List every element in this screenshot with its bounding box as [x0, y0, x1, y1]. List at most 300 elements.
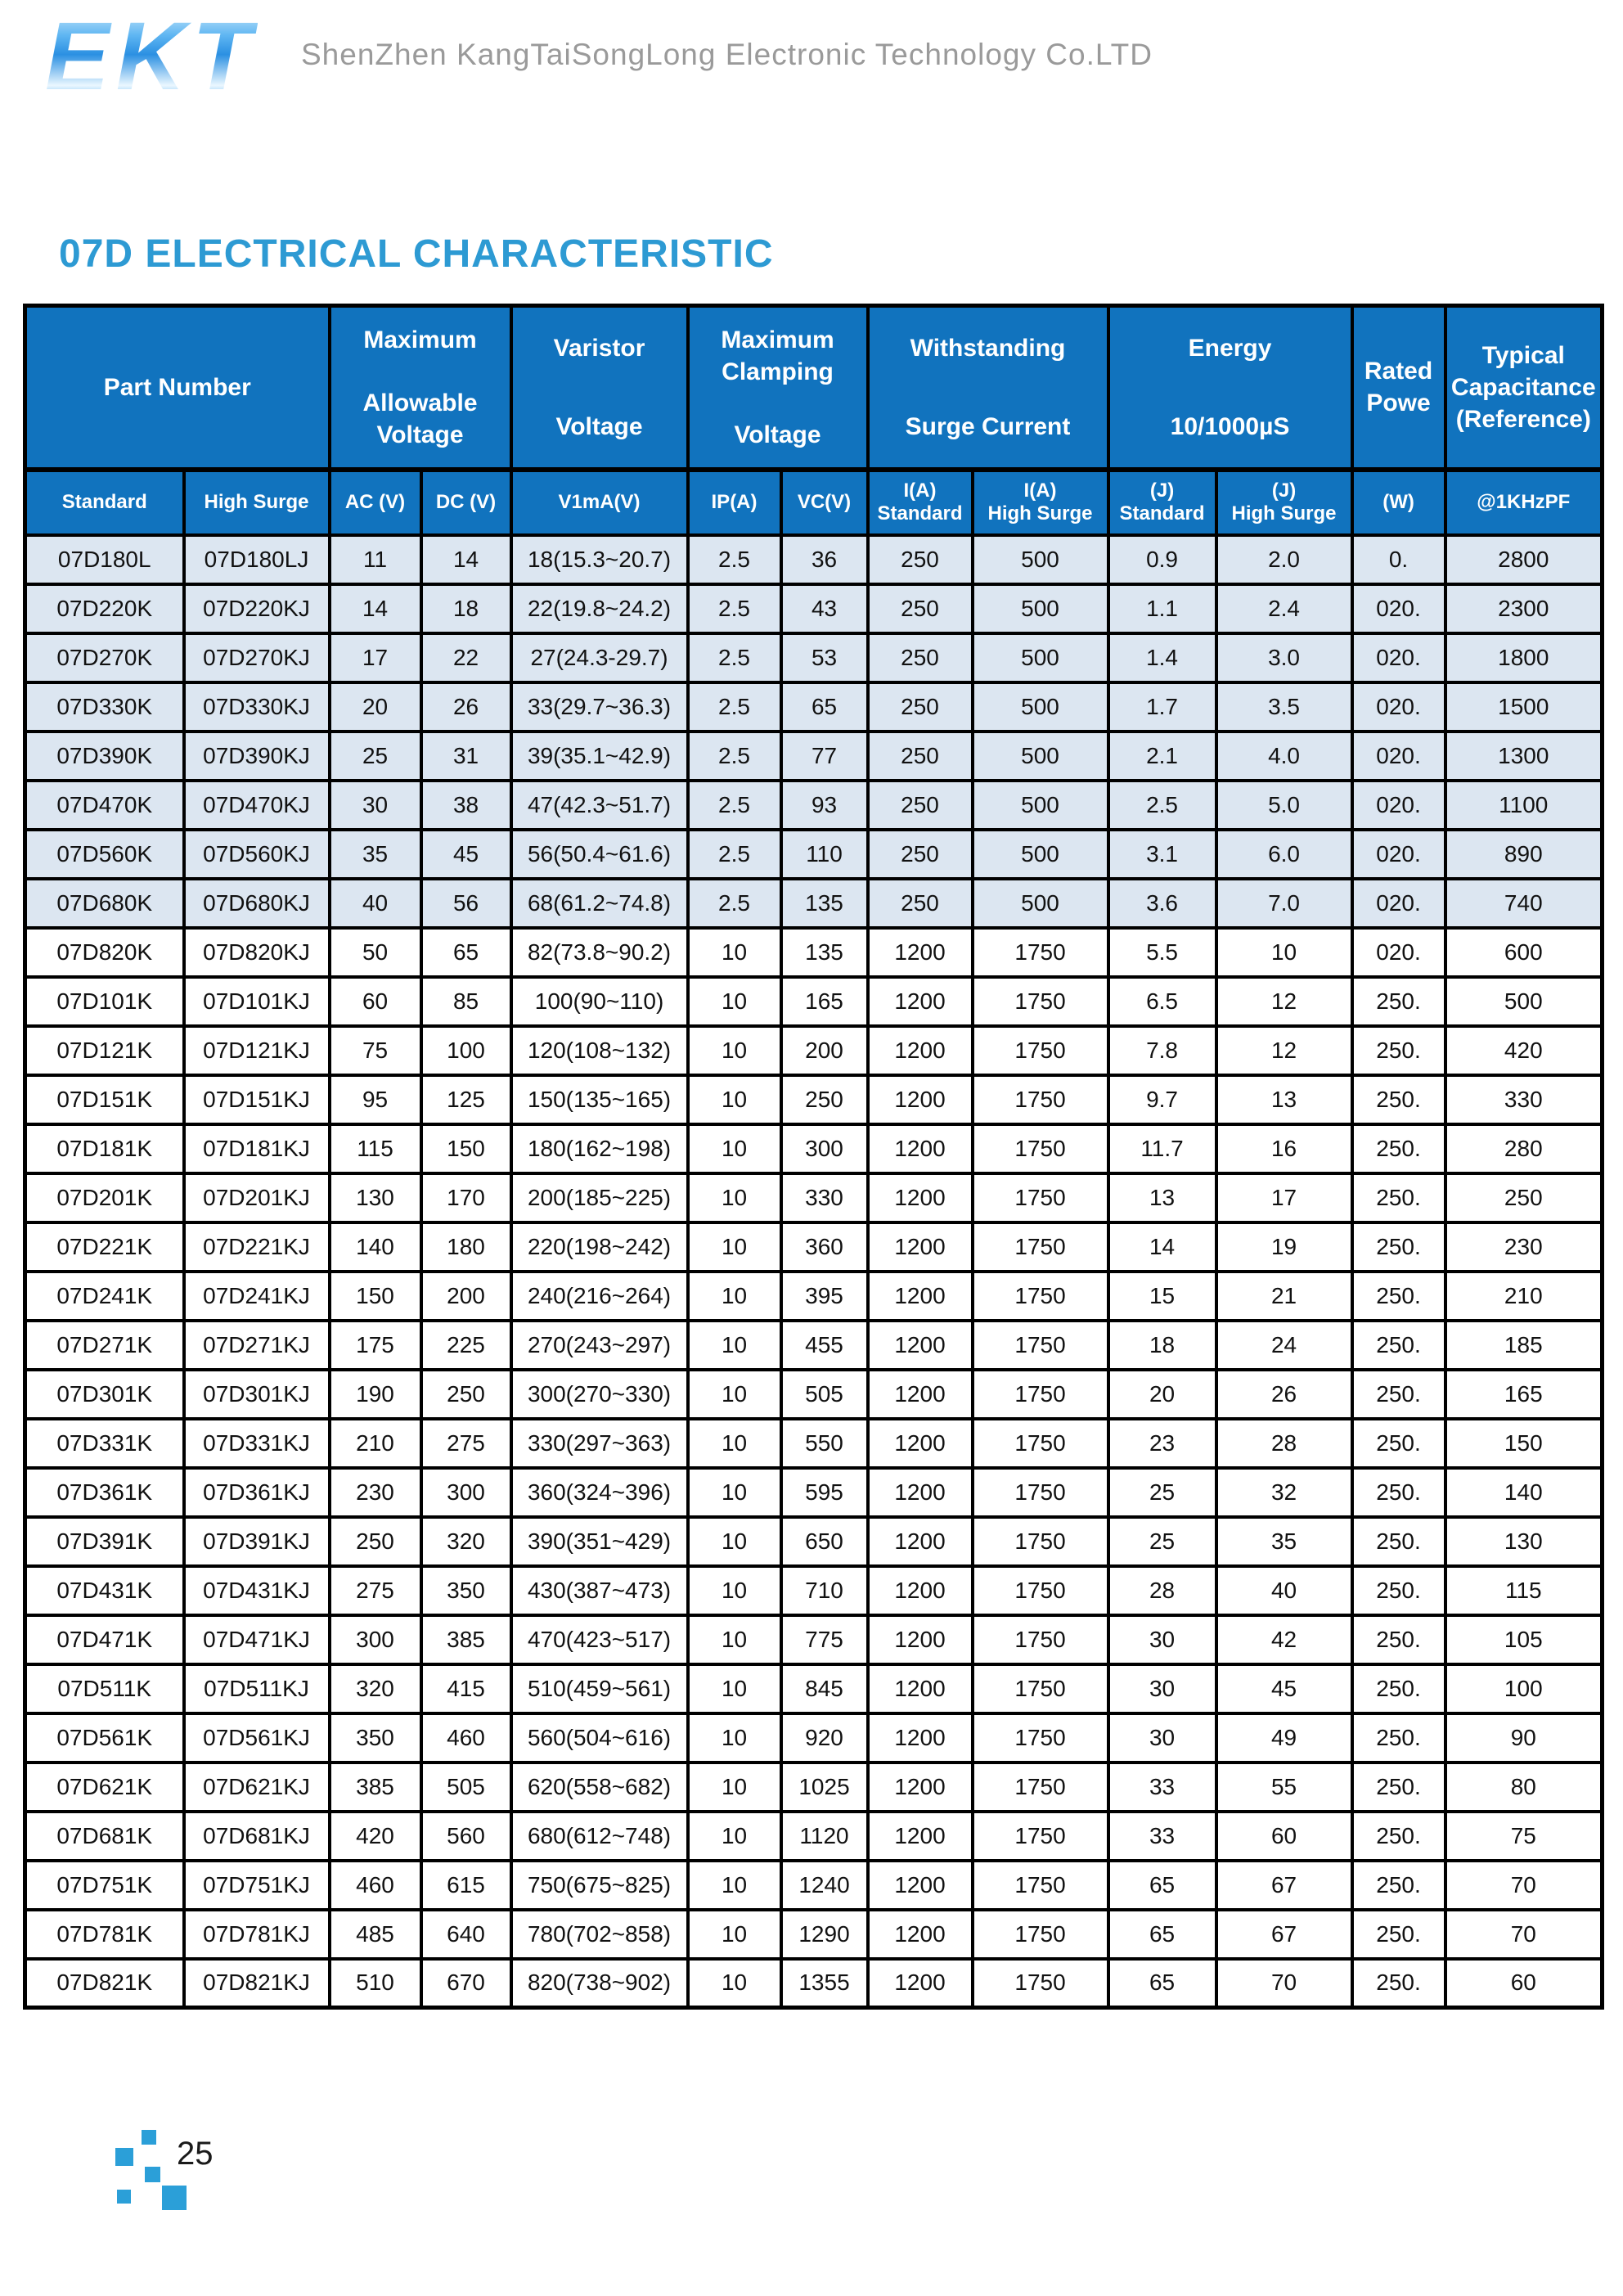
cell-ia-standard: 1200: [868, 1173, 973, 1222]
cell-j-high-surge: 42: [1216, 1615, 1352, 1664]
cell-v1ma-v: 56(50.4~61.6): [511, 830, 688, 879]
cell-w: 020.: [1352, 781, 1445, 830]
table-row-07D390K: [25, 732, 1603, 781]
column-header-ia-high-surge: I(A) High Surge: [973, 470, 1108, 535]
cell-vc-v: 77: [781, 732, 868, 781]
cell-ia-high-surge: 1750: [973, 1910, 1108, 1959]
cell-vc-v: 110: [781, 830, 868, 879]
cell-dc-v: 125: [421, 1075, 511, 1124]
cell-vc-v: 53: [781, 633, 868, 682]
cell-j-standard: 6.5: [1108, 977, 1216, 1026]
cell-vc-v: 1355: [781, 1959, 868, 2008]
cell-ac-v: 190: [330, 1370, 421, 1419]
cell-j-high-surge: 26: [1216, 1370, 1352, 1419]
cell-ia-standard: 250: [868, 781, 973, 830]
cell-capacitance: 60: [1445, 1959, 1603, 2008]
cell-ia-high-surge: 1750: [973, 1419, 1108, 1468]
cell-j-high-surge: 67: [1216, 1861, 1352, 1910]
column-header-ac-v: AC (V): [330, 470, 421, 535]
cell-ac-v: 420: [330, 1812, 421, 1861]
cell-ia-standard: 1200: [868, 1124, 973, 1173]
cell-high-surge: 07D821KJ: [184, 1959, 330, 2008]
cell-ip-a: 10: [688, 1812, 781, 1861]
table-row-07D561K: [25, 1713, 1603, 1763]
cell-ac-v: 20: [330, 682, 421, 732]
cell-vc-v: 330: [781, 1173, 868, 1222]
cell-capacitance: 75: [1445, 1812, 1603, 1861]
cell-j-high-surge: 32: [1216, 1468, 1352, 1517]
cell-ac-v: 60: [330, 977, 421, 1026]
cell-ia-high-surge: 1750: [973, 1468, 1108, 1517]
cell-dc-v: 275: [421, 1419, 511, 1468]
cell-vc-v: 395: [781, 1272, 868, 1321]
cell-dc-v: 31: [421, 732, 511, 781]
cell-j-standard: 1.1: [1108, 584, 1216, 633]
cell-v1ma-v: 390(351~429): [511, 1517, 688, 1566]
cell-w: 250.: [1352, 1910, 1445, 1959]
cell-v1ma-v: 240(216~264): [511, 1272, 688, 1321]
cell-v1ma-v: 120(108~132): [511, 1026, 688, 1075]
cell-dc-v: 200: [421, 1272, 511, 1321]
cell-j-high-surge: 12: [1216, 1026, 1352, 1075]
cell-ia-standard: 1200: [868, 1370, 973, 1419]
cell-j-high-surge: 40: [1216, 1566, 1352, 1615]
cell-j-high-surge: 49: [1216, 1713, 1352, 1763]
cell-j-high-surge: 28: [1216, 1419, 1352, 1468]
table-row-07D361K: [25, 1468, 1603, 1517]
cell-w: 250.: [1352, 1272, 1445, 1321]
column-header-j-high-surge: (J) High Surge: [1216, 470, 1352, 535]
cell-ac-v: 130: [330, 1173, 421, 1222]
cell-ac-v: 275: [330, 1566, 421, 1615]
cell-standard: 07D301K: [25, 1370, 184, 1419]
electrical-characteristics-table: [23, 304, 1604, 2010]
cell-capacitance: 185: [1445, 1321, 1603, 1370]
cell-capacitance: 2800: [1445, 535, 1603, 584]
cell-capacitance: 115: [1445, 1566, 1603, 1615]
cell-high-surge: 07D751KJ: [184, 1861, 330, 1910]
cell-ac-v: 510: [330, 1959, 421, 2008]
cell-ia-high-surge: 1750: [973, 977, 1108, 1026]
cell-standard: 07D101K: [25, 977, 184, 1026]
cell-v1ma-v: 430(387~473): [511, 1566, 688, 1615]
cell-dc-v: 225: [421, 1321, 511, 1370]
cell-ac-v: 95: [330, 1075, 421, 1124]
cell-standard: 07D561K: [25, 1713, 184, 1763]
cell-j-standard: 1.4: [1108, 633, 1216, 682]
table-row-07D181K: [25, 1124, 1603, 1173]
cell-w: 250.: [1352, 1763, 1445, 1812]
cell-ia-high-surge: 1750: [973, 928, 1108, 977]
cell-w: 250.: [1352, 1173, 1445, 1222]
cell-dc-v: 45: [421, 830, 511, 879]
cell-capacitance: 165: [1445, 1370, 1603, 1419]
cell-standard: 07D270K: [25, 633, 184, 682]
cell-v1ma-v: 270(243~297): [511, 1321, 688, 1370]
footer-square: [145, 2167, 160, 2182]
cell-j-high-surge: 7.0: [1216, 879, 1352, 928]
cell-capacitance: 150: [1445, 1419, 1603, 1468]
cell-ip-a: 2.5: [688, 732, 781, 781]
cell-dc-v: 100: [421, 1026, 511, 1075]
table-row-07D221K: [25, 1222, 1603, 1272]
column-group-varistor-voltage: Varistor Voltage: [511, 306, 688, 470]
table-row-07D560K: [25, 830, 1603, 879]
cell-j-high-surge: 60: [1216, 1812, 1352, 1861]
cell-v1ma-v: 22(19.8~24.2): [511, 584, 688, 633]
cell-ia-standard: 1200: [868, 1222, 973, 1272]
cell-ia-standard: 1200: [868, 1517, 973, 1566]
cell-j-standard: 25: [1108, 1517, 1216, 1566]
cell-high-surge: 07D331KJ: [184, 1419, 330, 1468]
table-row-07D241K: [25, 1272, 1603, 1321]
cell-dc-v: 505: [421, 1763, 511, 1812]
cell-ia-high-surge: 500: [973, 633, 1108, 682]
cell-high-surge: 07D561KJ: [184, 1713, 330, 1763]
table-row-07D301K: [25, 1370, 1603, 1419]
cell-vc-v: 65: [781, 682, 868, 732]
cell-high-surge: 07D781KJ: [184, 1910, 330, 1959]
cell-standard: 07D180L: [25, 535, 184, 584]
cell-j-high-surge: 12: [1216, 977, 1352, 1026]
cell-ip-a: 10: [688, 1075, 781, 1124]
cell-dc-v: 415: [421, 1664, 511, 1713]
cell-j-standard: 65: [1108, 1959, 1216, 2008]
cell-ia-high-surge: 1750: [973, 1026, 1108, 1075]
cell-v1ma-v: 620(558~682): [511, 1763, 688, 1812]
cell-j-standard: 65: [1108, 1861, 1216, 1910]
cell-dc-v: 250: [421, 1370, 511, 1419]
cell-ia-standard: 250: [868, 535, 973, 584]
cell-ia-high-surge: 1750: [973, 1959, 1108, 2008]
cell-ia-standard: 1200: [868, 1468, 973, 1517]
column-header-dc-v: DC (V): [421, 470, 511, 535]
table-row-07D151K: [25, 1075, 1603, 1124]
cell-ia-high-surge: 1750: [973, 1272, 1108, 1321]
cell-capacitance: 420: [1445, 1026, 1603, 1075]
cell-capacitance: 250: [1445, 1173, 1603, 1222]
cell-capacitance: 1800: [1445, 633, 1603, 682]
cell-ip-a: 2.5: [688, 633, 781, 682]
cell-ia-high-surge: 1750: [973, 1763, 1108, 1812]
cell-w: 250.: [1352, 1026, 1445, 1075]
cell-standard: 07D220K: [25, 584, 184, 633]
cell-capacitance: 600: [1445, 928, 1603, 977]
cell-capacitance: 100: [1445, 1664, 1603, 1713]
cell-high-surge: 07D180LJ: [184, 535, 330, 584]
cell-ip-a: 10: [688, 1959, 781, 2008]
cell-dc-v: 38: [421, 781, 511, 830]
cell-standard: 07D781K: [25, 1910, 184, 1959]
cell-high-surge: 07D681KJ: [184, 1812, 330, 1861]
cell-ac-v: 175: [330, 1321, 421, 1370]
cell-vc-v: 200: [781, 1026, 868, 1075]
table-row-07D751K: [25, 1861, 1603, 1910]
cell-ip-a: 10: [688, 977, 781, 1026]
cell-ac-v: 485: [330, 1910, 421, 1959]
cell-j-standard: 3.1: [1108, 830, 1216, 879]
cell-ia-high-surge: 1750: [973, 1173, 1108, 1222]
cell-j-high-surge: 16: [1216, 1124, 1352, 1173]
cell-capacitance: 330: [1445, 1075, 1603, 1124]
cell-vc-v: 165: [781, 977, 868, 1026]
table-row-07D470K: [25, 781, 1603, 830]
cell-ip-a: 10: [688, 1664, 781, 1713]
cell-ac-v: 50: [330, 928, 421, 977]
column-header-vc-v: VC(V): [781, 470, 868, 535]
cell-dc-v: 150: [421, 1124, 511, 1173]
cell-j-high-surge: 24: [1216, 1321, 1352, 1370]
cell-standard: 07D181K: [25, 1124, 184, 1173]
table-row-07D220K: [25, 584, 1603, 633]
cell-ia-high-surge: 1750: [973, 1812, 1108, 1861]
cell-high-surge: 07D560KJ: [184, 830, 330, 879]
cell-dc-v: 170: [421, 1173, 511, 1222]
cell-w: 250.: [1352, 1419, 1445, 1468]
cell-high-surge: 07D511KJ: [184, 1664, 330, 1713]
cell-standard: 07D271K: [25, 1321, 184, 1370]
cell-j-standard: 2.1: [1108, 732, 1216, 781]
cell-w: 020.: [1352, 682, 1445, 732]
cell-w: 250.: [1352, 1861, 1445, 1910]
column-header-ip-a: IP(A): [688, 470, 781, 535]
column-group-typical-capacitance: Typical Capacitance (Reference): [1445, 306, 1603, 470]
cell-w: 250.: [1352, 1812, 1445, 1861]
cell-ia-high-surge: 1750: [973, 1321, 1108, 1370]
cell-w: 250.: [1352, 1468, 1445, 1517]
cell-ia-high-surge: 1750: [973, 1861, 1108, 1910]
cell-high-surge: 07D271KJ: [184, 1321, 330, 1370]
cell-ia-standard: 1200: [868, 1910, 973, 1959]
cell-ia-standard: 1200: [868, 1026, 973, 1075]
table-header-subcolumns: [25, 470, 1603, 535]
cell-ac-v: 40: [330, 879, 421, 928]
cell-high-surge: 07D820KJ: [184, 928, 330, 977]
cell-w: 020.: [1352, 633, 1445, 682]
cell-ac-v: 115: [330, 1124, 421, 1173]
cell-ia-high-surge: 1750: [973, 1075, 1108, 1124]
table-row-07D101K: [25, 977, 1603, 1026]
cell-high-surge: 07D270KJ: [184, 633, 330, 682]
cell-dc-v: 180: [421, 1222, 511, 1272]
cell-ia-high-surge: 1750: [973, 1566, 1108, 1615]
cell-vc-v: 1290: [781, 1910, 868, 1959]
cell-ac-v: 25: [330, 732, 421, 781]
table-row-07D331K: [25, 1419, 1603, 1468]
cell-vc-v: 775: [781, 1615, 868, 1664]
cell-ia-high-surge: 500: [973, 682, 1108, 732]
cell-ip-a: 10: [688, 1910, 781, 1959]
cell-j-standard: 5.5: [1108, 928, 1216, 977]
cell-high-surge: 07D220KJ: [184, 584, 330, 633]
cell-dc-v: 640: [421, 1910, 511, 1959]
cell-ac-v: 30: [330, 781, 421, 830]
cell-high-surge: 07D390KJ: [184, 732, 330, 781]
cell-j-standard: 7.8: [1108, 1026, 1216, 1075]
column-header-standard: Standard: [25, 470, 184, 535]
cell-ia-high-surge: 1750: [973, 1713, 1108, 1763]
cell-ac-v: 350: [330, 1713, 421, 1763]
cell-j-high-surge: 45: [1216, 1664, 1352, 1713]
cell-ia-standard: 1200: [868, 1075, 973, 1124]
cell-v1ma-v: 300(270~330): [511, 1370, 688, 1419]
cell-vc-v: 300: [781, 1124, 868, 1173]
cell-capacitance: 740: [1445, 879, 1603, 928]
cell-v1ma-v: 27(24.3-29.7): [511, 633, 688, 682]
cell-v1ma-v: 33(29.7~36.3): [511, 682, 688, 732]
cell-ia-standard: 250: [868, 879, 973, 928]
cell-w: 250.: [1352, 1959, 1445, 2008]
cell-vc-v: 43: [781, 584, 868, 633]
cell-vc-v: 1120: [781, 1812, 868, 1861]
column-header-high-surge: High Surge: [184, 470, 330, 535]
cell-ip-a: 10: [688, 1321, 781, 1370]
cell-ia-high-surge: 1750: [973, 1124, 1108, 1173]
table-body: [25, 535, 1603, 2008]
cell-capacitance: 500: [1445, 977, 1603, 1026]
table-row-07D201K: [25, 1173, 1603, 1222]
cell-v1ma-v: 200(185~225): [511, 1173, 688, 1222]
table-row-07D330K: [25, 682, 1603, 732]
cell-standard: 07D681K: [25, 1812, 184, 1861]
cell-ia-standard: 1200: [868, 928, 973, 977]
cell-capacitance: 70: [1445, 1861, 1603, 1910]
cell-ia-high-surge: 1750: [973, 1222, 1108, 1272]
cell-w: 250.: [1352, 1222, 1445, 1272]
cell-ac-v: 385: [330, 1763, 421, 1812]
cell-w: 250.: [1352, 1713, 1445, 1763]
cell-w: 250.: [1352, 1370, 1445, 1419]
cell-high-surge: 07D680KJ: [184, 879, 330, 928]
cell-ia-high-surge: 500: [973, 781, 1108, 830]
cell-dc-v: 670: [421, 1959, 511, 2008]
cell-j-standard: 25: [1108, 1468, 1216, 1517]
cell-w: 020.: [1352, 732, 1445, 781]
cell-v1ma-v: 39(35.1~42.9): [511, 732, 688, 781]
cell-ia-standard: 1200: [868, 1321, 973, 1370]
cell-ip-a: 2.5: [688, 682, 781, 732]
cell-ia-standard: 1200: [868, 1615, 973, 1664]
cell-capacitance: 230: [1445, 1222, 1603, 1272]
cell-ia-high-surge: 500: [973, 830, 1108, 879]
cell-high-surge: 07D121KJ: [184, 1026, 330, 1075]
cell-v1ma-v: 680(612~748): [511, 1812, 688, 1861]
page-number: 25: [177, 2136, 214, 2172]
cell-vc-v: 250: [781, 1075, 868, 1124]
cell-dc-v: 560: [421, 1812, 511, 1861]
cell-capacitance: 80: [1445, 1763, 1603, 1812]
cell-j-high-surge: 67: [1216, 1910, 1352, 1959]
cell-j-standard: 23: [1108, 1419, 1216, 1468]
cell-ia-standard: 1200: [868, 977, 973, 1026]
cell-j-standard: 15: [1108, 1272, 1216, 1321]
cell-ia-high-surge: 1750: [973, 1370, 1108, 1419]
cell-v1ma-v: 820(738~902): [511, 1959, 688, 2008]
table-row-07D821K: [25, 1959, 1603, 2008]
cell-standard: 07D470K: [25, 781, 184, 830]
cell-ip-a: 10: [688, 1713, 781, 1763]
cell-standard: 07D621K: [25, 1763, 184, 1812]
table-row-07D781K: [25, 1910, 1603, 1959]
cell-v1ma-v: 82(73.8~90.2): [511, 928, 688, 977]
cell-ip-a: 2.5: [688, 535, 781, 584]
cell-dc-v: 460: [421, 1713, 511, 1763]
cell-ac-v: 140: [330, 1222, 421, 1272]
cell-j-high-surge: 19: [1216, 1222, 1352, 1272]
cell-standard: 07D330K: [25, 682, 184, 732]
cell-ip-a: 10: [688, 1222, 781, 1272]
cell-high-surge: 07D151KJ: [184, 1075, 330, 1124]
cell-j-high-surge: 13: [1216, 1075, 1352, 1124]
cell-ip-a: 2.5: [688, 830, 781, 879]
cell-ia-high-surge: 1750: [973, 1517, 1108, 1566]
cell-standard: 07D121K: [25, 1026, 184, 1075]
cell-v1ma-v: 330(297~363): [511, 1419, 688, 1468]
cell-capacitance: 280: [1445, 1124, 1603, 1173]
column-header-w: (W): [1352, 470, 1445, 535]
cell-j-standard: 65: [1108, 1910, 1216, 1959]
cell-ia-standard: 250: [868, 682, 973, 732]
footer-square: [142, 2130, 156, 2145]
cell-w: 250.: [1352, 1517, 1445, 1566]
footer-square: [115, 2148, 133, 2166]
cell-ia-high-surge: 500: [973, 879, 1108, 928]
cell-ac-v: 150: [330, 1272, 421, 1321]
table-row-07D270K: [25, 633, 1603, 682]
cell-w: 020.: [1352, 830, 1445, 879]
cell-high-surge: 07D391KJ: [184, 1517, 330, 1566]
cell-high-surge: 07D330KJ: [184, 682, 330, 732]
cell-standard: 07D560K: [25, 830, 184, 879]
ekt-logo: EKT: [45, 2, 258, 110]
cell-j-standard: 0.9: [1108, 535, 1216, 584]
cell-j-high-surge: 3.0: [1216, 633, 1352, 682]
cell-vc-v: 1025: [781, 1763, 868, 1812]
cell-ia-high-surge: 500: [973, 535, 1108, 584]
cell-j-high-surge: 6.0: [1216, 830, 1352, 879]
cell-high-surge: 07D201KJ: [184, 1173, 330, 1222]
cell-j-standard: 11.7: [1108, 1124, 1216, 1173]
cell-j-standard: 9.7: [1108, 1075, 1216, 1124]
cell-dc-v: 18: [421, 584, 511, 633]
cell-capacitance: 70: [1445, 1910, 1603, 1959]
table-row-07D681K: [25, 1812, 1603, 1861]
cell-standard: 07D431K: [25, 1566, 184, 1615]
cell-capacitance: 90: [1445, 1713, 1603, 1763]
cell-high-surge: 07D181KJ: [184, 1124, 330, 1173]
cell-w: 250.: [1352, 1075, 1445, 1124]
cell-w: 0.: [1352, 535, 1445, 584]
cell-standard: 07D331K: [25, 1419, 184, 1468]
cell-j-standard: 30: [1108, 1713, 1216, 1763]
cell-v1ma-v: 560(504~616): [511, 1713, 688, 1763]
footer-square: [117, 2190, 131, 2204]
cell-ip-a: 10: [688, 1370, 781, 1419]
cell-j-high-surge: 35: [1216, 1517, 1352, 1566]
cell-dc-v: 65: [421, 928, 511, 977]
column-group-rated-power: Rated Powe: [1352, 306, 1445, 470]
cell-standard: 07D680K: [25, 879, 184, 928]
cell-ip-a: 10: [688, 928, 781, 977]
cell-ia-standard: 1200: [868, 1419, 973, 1468]
cell-dc-v: 300: [421, 1468, 511, 1517]
table-row-07D471K: [25, 1615, 1603, 1664]
cell-capacitance: 105: [1445, 1615, 1603, 1664]
cell-dc-v: 22: [421, 633, 511, 682]
cell-vc-v: 595: [781, 1468, 868, 1517]
cell-ia-high-surge: 1750: [973, 1615, 1108, 1664]
table-row-07D820K: [25, 928, 1603, 977]
